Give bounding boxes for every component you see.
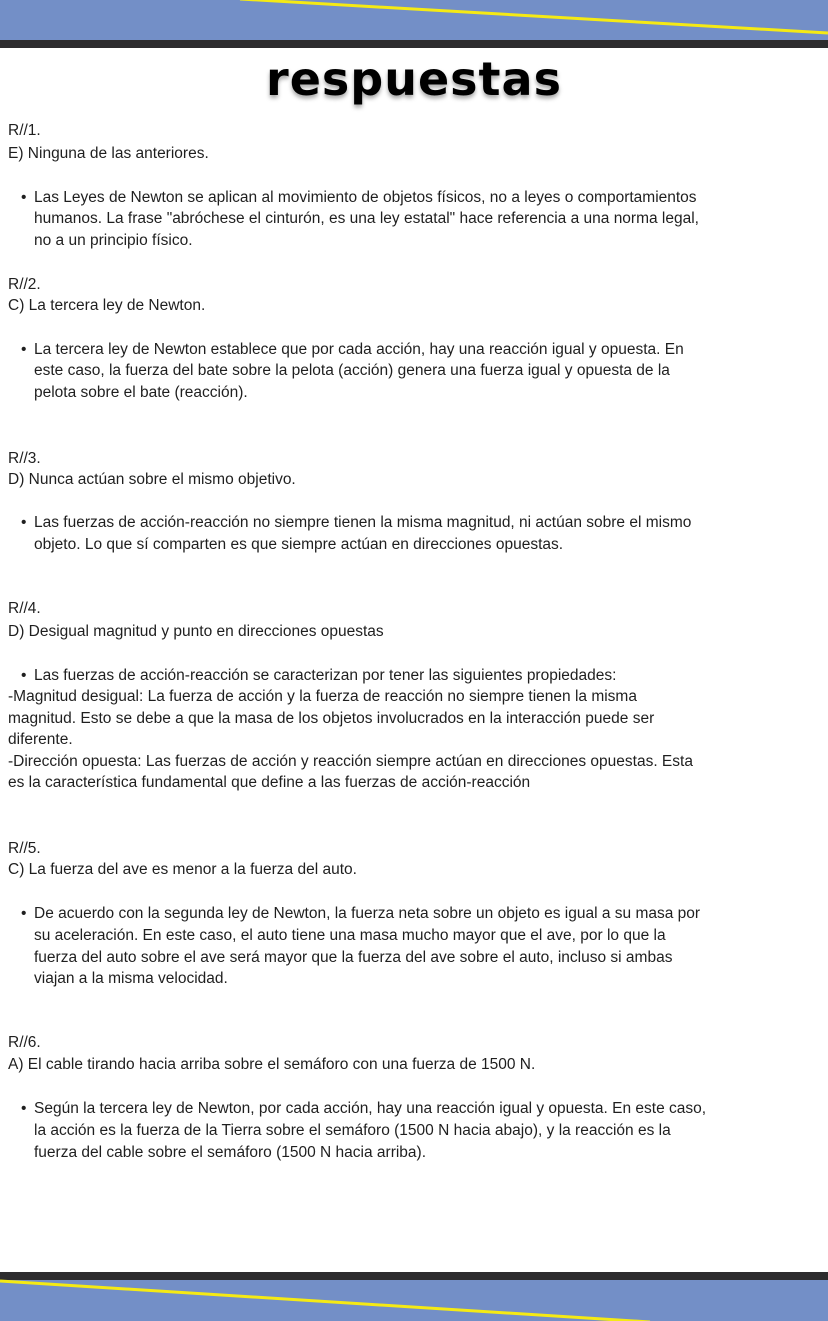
answer-label: R//4. (8, 600, 41, 617)
footer-band (0, 1272, 828, 1321)
header-band (0, 0, 828, 48)
bullet-icon: • (21, 905, 27, 922)
explanation-line: su aceleración. En este caso, el auto tiene una masa mucho mayor que el ave, por lo que la (34, 927, 666, 944)
bullet-icon: • (21, 189, 27, 206)
explanation-line: objeto. Lo que sí comparten es que siempre actúan en direcciones opuestas. (34, 536, 564, 553)
explanation-line: fuerza del cable sobre el semáforo (1500 N hacia arriba). (34, 1144, 427, 1161)
explanation-line: humanos. La frase "abróchese el cinturón, es una ley estatal" hace referencia a una norma legal, (34, 210, 699, 227)
explanation-line: Las fuerzas de acción-reacción no siempre tienen la misma magnitud, ni actúan sobre el mismo (34, 514, 692, 531)
answer-choice: C) La tercera ley de Newton. (8, 297, 206, 314)
explanation-line: este caso, la fuerza del bate sobre la pelota (acción) genera una fuerza igual y opuesta de la (34, 362, 670, 379)
explanation-line: Según la tercera ley de Newton, por cada acción, hay una reacción igual y opuesta. En este caso, (34, 1100, 707, 1117)
answer-choice: E) Ninguna de las anteriores. (8, 145, 209, 162)
answer-label: R//6. (8, 1034, 41, 1051)
page-title: respuestas (266, 52, 562, 106)
answer-choice: A) El cable tirando hacia arriba sobre el semáforo con una fuerza de 1500 N. (8, 1056, 536, 1073)
bullet-icon: • (21, 514, 27, 531)
explanation-line: -Magnitud desigual: La fuerza de acción y la fuerza de reacción no siempre tienen la misma (8, 688, 637, 705)
answer-choice: C) La fuerza del ave es menor a la fuerza del auto. (8, 861, 357, 878)
explanation-line: De acuerdo con la segunda ley de Newton, la fuerza neta sobre un objeto es igual a su masa por (34, 905, 701, 922)
explanation-line: no a un principio físico. (34, 232, 193, 249)
bullet-icon: • (21, 1100, 27, 1117)
answer-label: R//1. (8, 122, 41, 139)
answer-label: R//3. (8, 450, 41, 467)
explanation-line: diferente. (8, 731, 73, 748)
explanation-line: es la característica fundamental que define a las fuerzas de acción-reacción (8, 774, 531, 791)
answer-choice: D) Nunca actúan sobre el mismo objetivo. (8, 471, 296, 488)
explanation-line: pelota sobre el bate (reacción). (34, 384, 248, 401)
explanation-line: -Dirección opuesta: Las fuerzas de acción y reacción siempre actúan en direcciones opuestas. Esta (8, 753, 693, 770)
answer-label: R//2. (8, 276, 41, 293)
explanation-line: La tercera ley de Newton establece que por cada acción, hay una reacción igual y opuesta. En (34, 341, 684, 358)
bullet-icon: • (21, 667, 27, 684)
answer-choice: D) Desigual magnitud y punto en direcciones opuestas (8, 623, 384, 640)
explanation-line: la acción es la fuerza de la Tierra sobre el semáforo (1500 N hacia abajo), y la reacción es la (34, 1122, 671, 1139)
explanation-line: fuerza del auto sobre el ave será mayor que la fuerza del ave sobre el auto, incluso si ambas (34, 949, 673, 966)
explanation-line: viajan a la misma velocidad. (34, 970, 228, 987)
answer-label: R//5. (8, 840, 41, 857)
explanation-line: Las Leyes de Newton se aplican al movimiento de objetos físicos, no a leyes o comportamientos (34, 189, 697, 206)
bullet-icon: • (21, 341, 27, 358)
explanation-line: Las fuerzas de acción-reacción se caracterizan por tener las siguientes propiedades: (34, 667, 617, 684)
explanation-line: magnitud. Esto se debe a que la masa de los objetos involucrados en la interacción puede ser (8, 710, 655, 727)
